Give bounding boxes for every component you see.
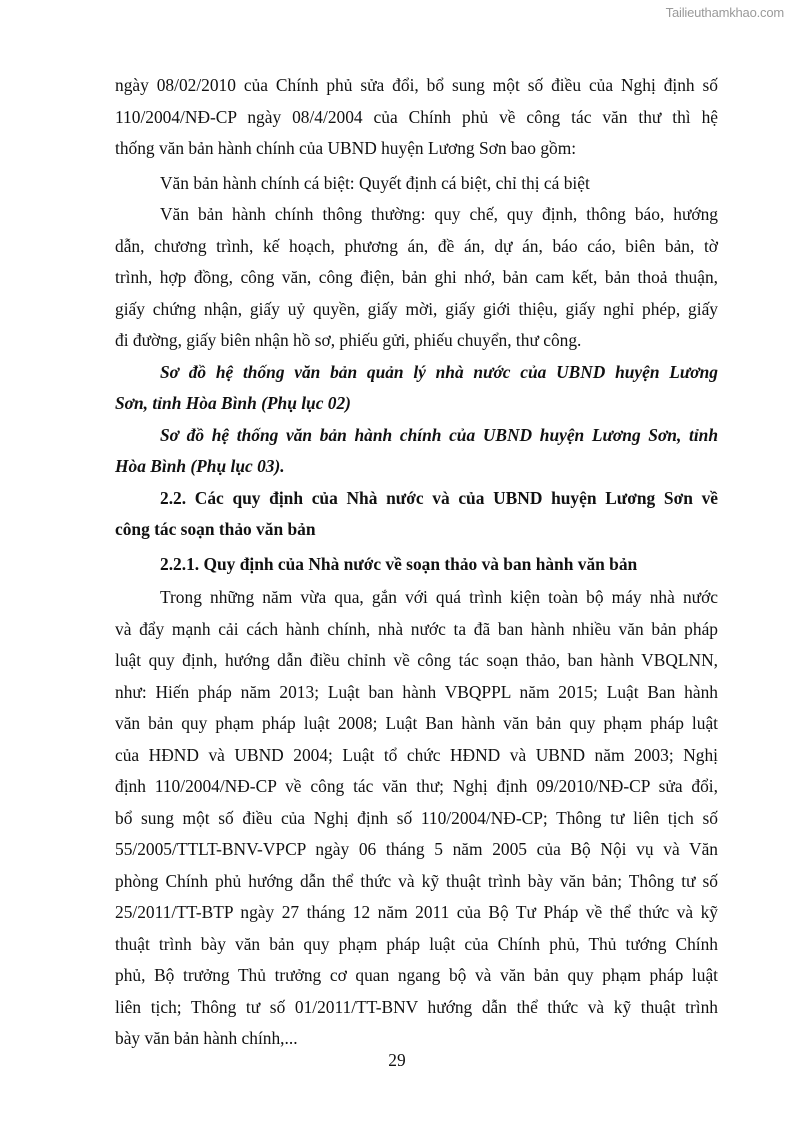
text-line: liên tịch; Thông tư số 01/2011/TT-BNV hướng dẫn thể thức và kỹ thuật trình	[115, 996, 718, 1017]
text-line: đi đường, giấy biên nhận hồ sơ, phiếu gửi, phiếu chuyển, thư công.	[115, 330, 582, 350]
text-line: Sơn, tỉnh Hòa Bình (Phụ lục 02)	[115, 393, 351, 413]
text-line: trình, hợp đồng, công văn, công điện, bản ghi nhớ, bản cam kết, bản thoả thuận,	[115, 267, 718, 287]
text-line: công tác soạn thảo văn bản	[115, 519, 316, 539]
paragraph	[115, 70, 718, 165]
appendix-reference	[115, 357, 718, 420]
text-line: 55/2005/TTLT-BNV-VPCP ngày 06 tháng 5 năm 2005 của Bộ Nội vụ và Văn	[115, 839, 718, 859]
text-line: phủ, Bộ trưởng Thủ trưởng cơ quan ngang bộ và văn bản quy phạm pháp luật	[115, 965, 718, 985]
text-line: Trong những năm vừa qua, gắn với quá trình kiện toàn bộ máy nhà nước	[160, 587, 718, 607]
document-body	[115, 70, 718, 1055]
text-line: dẫn, chương trình, kế hoạch, phương án, đề án, dự án, báo cáo, biên bản, tờ	[115, 235, 718, 256]
text-line: ngày 08/02/2010 của Chính phủ sửa đổi, bổ sung một số điều của Nghị định số	[115, 75, 718, 95]
text-line: thuật trình bày văn bản quy phạm pháp luật của Chính phủ, Thủ tướng Chính	[115, 933, 718, 954]
paragraph	[115, 199, 718, 357]
text-line: 25/2011/TT-BTP ngày 27 tháng 12 năm 2011 của Bộ Tư Pháp về thể thức và kỹ	[115, 902, 718, 922]
text-line: Sơ đồ hệ thống văn bản hành chính của UBND huyện Lương Sơn, tỉnh	[160, 424, 718, 445]
text-line: Sơ đồ hệ thống văn bản quản lý nhà nước của UBND huyện Lương	[160, 361, 718, 382]
watermark: Tailieuthamkhao.com	[665, 5, 784, 20]
text-line: bổ sung một số điều của Nghị định số 110/2004/NĐ-CP; Thông tư liên tịch số	[115, 807, 718, 828]
text-line: bày văn bản hành chính,...	[115, 1028, 298, 1048]
text-line: 2.2. Các quy định của Nhà nước và của UBND huyện Lương Sơn về	[160, 487, 718, 508]
text-line: 110/2004/NĐ-CP ngày 08/4/2004 của Chính phủ về công tác văn thư thì hệ	[115, 106, 718, 127]
text-line: Văn bản hành chính thông thường: quy chế, quy định, thông báo, hướng	[160, 204, 718, 224]
page-number: 29	[388, 1050, 406, 1070]
text-line: của HĐND và UBND 2004; Luật tổ chức HĐND và UBND năm 2003; Nghị	[115, 744, 718, 765]
text-line: Hòa Bình (Phụ lục 03).	[115, 456, 285, 476]
paragraph	[115, 168, 718, 200]
appendix-reference	[115, 420, 718, 483]
text-line: giấy chứng nhận, giấy uỷ quyền, giấy mời, giấy giới thiệu, giấy nghỉ phép, giấy	[115, 298, 718, 319]
text-line: thống văn bản hành chính của UBND huyện Lương Sơn bao gồm:	[115, 138, 577, 158]
text-line: văn bản quy phạm pháp luật 2008; Luật Ban hành văn bản quy phạm pháp luật	[115, 713, 718, 733]
text-line: định 110/2004/NĐ-CP về công tác văn thư; Nghị định 09/2010/NĐ-CP sửa đổi,	[115, 776, 718, 796]
text-line: Văn bản hành chính cá biệt: Quyết định cá biệt, chỉ thị cá biệt	[160, 172, 590, 193]
text-line: 2.2.1. Quy định của Nhà nước về soạn thảo và ban hành văn bản	[160, 554, 638, 574]
text-line: phòng Chính phủ hướng dẫn thể thức và kỹ thuật trình bày văn bản; Thông tư số	[115, 870, 718, 891]
text-line: như: Hiến pháp năm 2013; Luật ban hành VBQPPL năm 2015; Luật Ban hành	[115, 681, 718, 702]
paragraph	[115, 582, 718, 1055]
text-line: và đẩy mạnh cải cách hành chính, nhà nước ta đã ban hành nhiều văn bản pháp	[115, 618, 718, 639]
section-heading	[115, 549, 718, 581]
section-heading	[115, 483, 718, 546]
text-line: luật quy định, hướng dẫn điều chỉnh về công tác soạn thảo, ban hành VBQLNN,	[115, 650, 718, 670]
